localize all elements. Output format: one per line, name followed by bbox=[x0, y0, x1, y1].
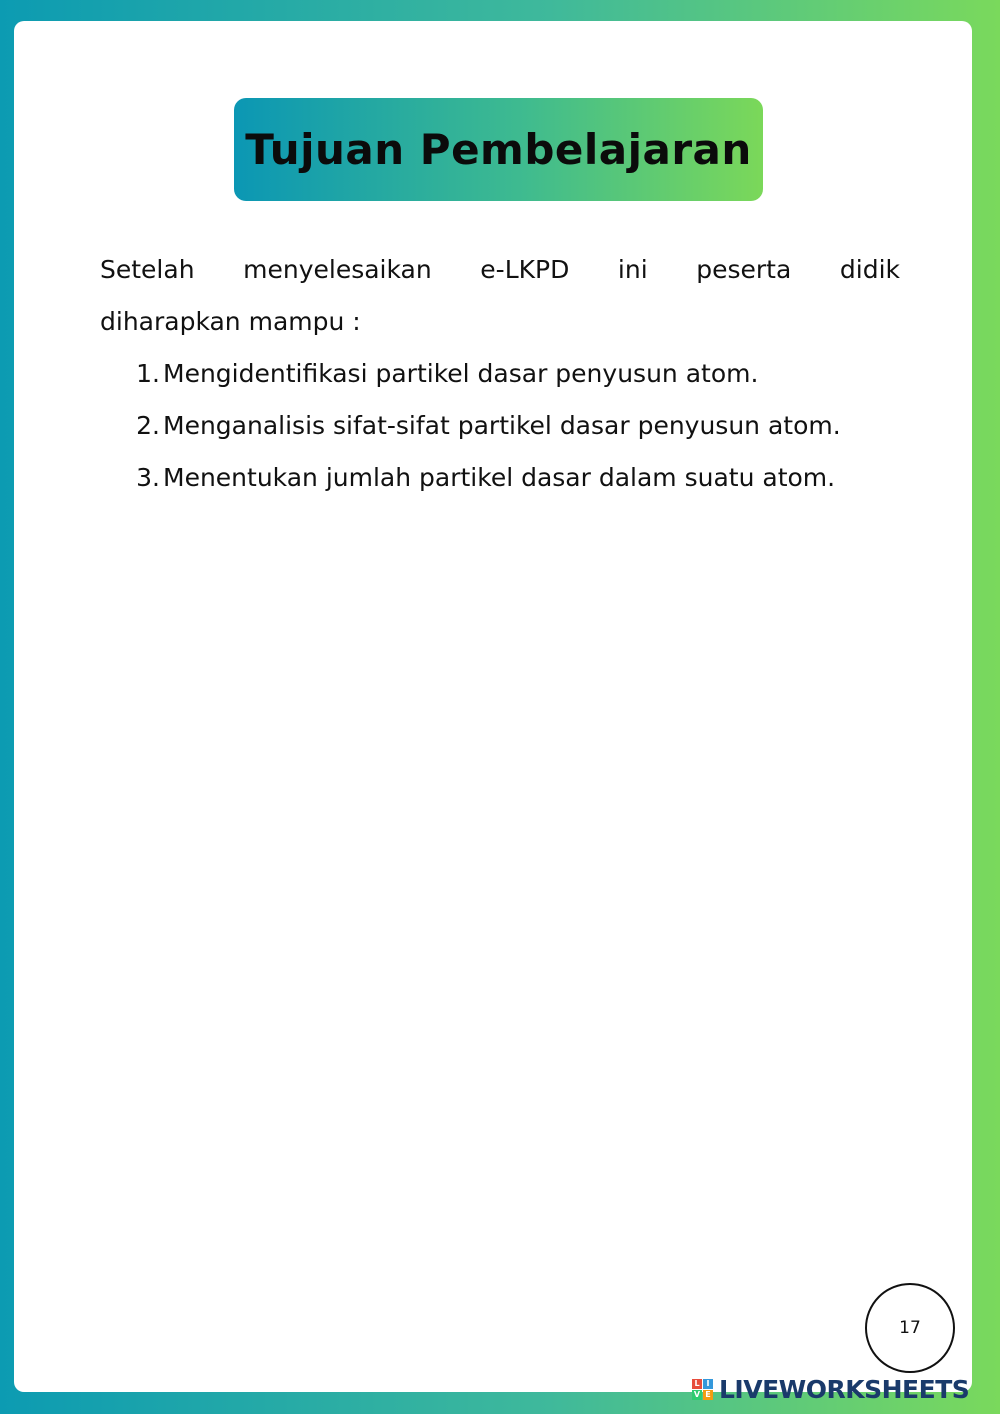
watermark-text: LIVEWORKSHEETS bbox=[719, 1374, 970, 1404]
list-item-number: 2. bbox=[136, 411, 160, 440]
logo-letter: E bbox=[703, 1390, 713, 1400]
intro-line-2: diharapkan mampu : bbox=[100, 307, 361, 336]
logo-letter: L bbox=[692, 1379, 702, 1389]
page-number: 17 bbox=[899, 1318, 921, 1338]
page-title: Tujuan Pembelajaran bbox=[245, 125, 752, 174]
list-item-number: 3. bbox=[136, 463, 160, 492]
logo-letter: V bbox=[693, 1390, 701, 1399]
logo-letter: I bbox=[703, 1379, 713, 1389]
list-item-text: Mengidentifikasi partikel dasar penyusun atom. bbox=[163, 359, 759, 388]
list-item bbox=[100, 452, 900, 504]
list-item bbox=[100, 348, 900, 400]
objectives-list bbox=[100, 348, 900, 504]
page-number-badge bbox=[865, 1283, 955, 1373]
list-item-text: Menganalisis sifat-sifat partikel dasar penyusun atom. bbox=[163, 411, 841, 440]
intro-line-1: Setelah menyelesaikan e-LKPD ini peserta didik bbox=[100, 255, 900, 284]
title-banner bbox=[234, 98, 763, 201]
list-item-number: 1. bbox=[136, 359, 160, 388]
liveworksheets-watermark[interactable] bbox=[692, 1374, 969, 1404]
liveworksheets-logo-icon bbox=[692, 1379, 713, 1400]
page-sheet bbox=[14, 21, 972, 1392]
intro-paragraph bbox=[100, 244, 900, 348]
list-item bbox=[100, 400, 900, 452]
learning-objectives-content bbox=[100, 244, 900, 504]
list-item-text: Menentukan jumlah partikel dasar dalam suatu atom. bbox=[163, 463, 836, 492]
